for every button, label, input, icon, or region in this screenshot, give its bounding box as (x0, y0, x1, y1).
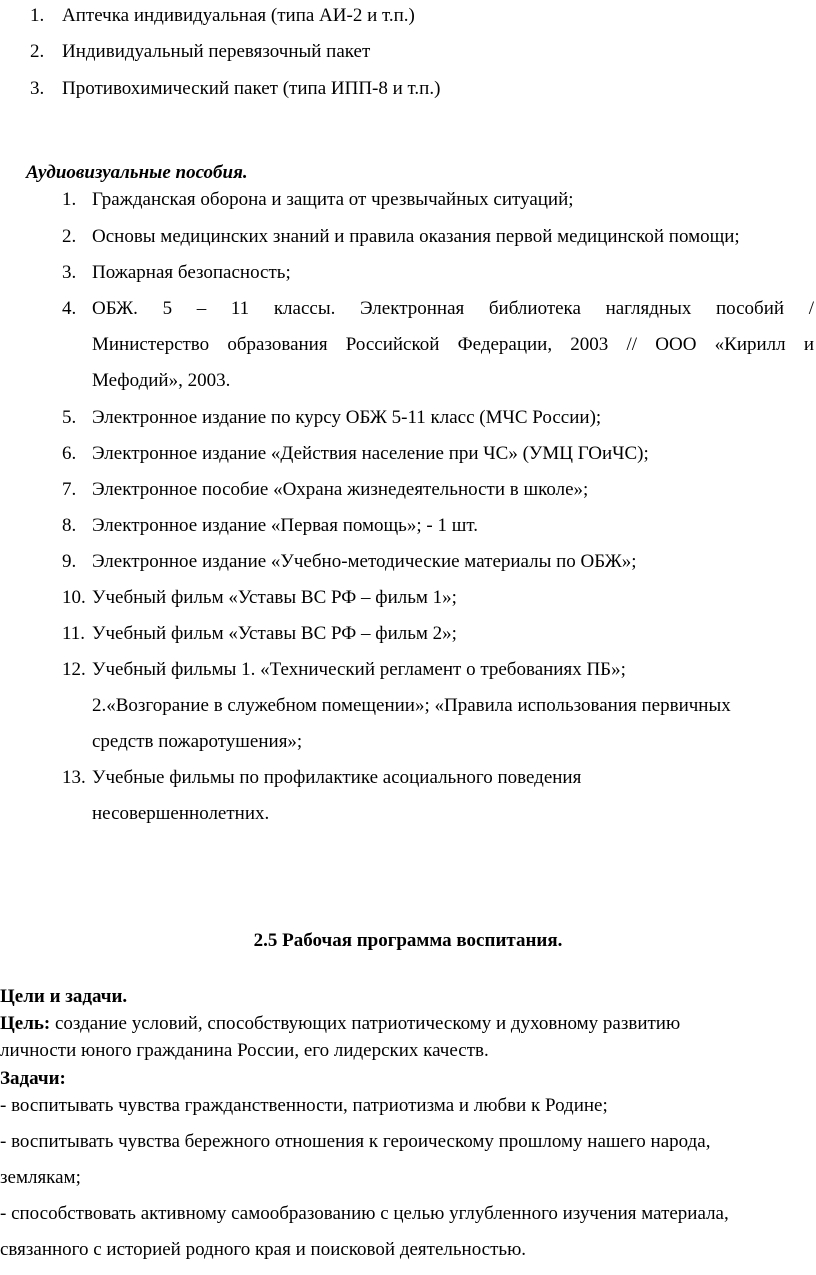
list-item-text: Аптечка индивидуальная (типа АИ-2 и т.п.) (62, 5, 415, 26)
list-item-text: Учебные фильмы по профилактике асоциального поведения (92, 767, 582, 788)
list-item-text: Министерство образования Российской Федерации, 2003 // ООО «Кирилл и (92, 334, 814, 355)
list-number: 3. (62, 262, 77, 283)
list-item-text: несовершеннолетних. (92, 803, 270, 824)
tasks-label: Задачи: (0, 1068, 66, 1089)
list-item-text: Основы медицинских знаний и правила оказания первой медицинской помощи; (92, 226, 740, 247)
list-number: 7. (62, 479, 77, 500)
list-number: 2. (30, 41, 45, 62)
list-number: 13. (62, 767, 86, 788)
list-item-text: Учебный фильм «Уставы ВС РФ – фильм 2»; (92, 623, 457, 644)
list-item-text: Учебный фильм «Уставы ВС РФ – фильм 1»; (92, 587, 457, 608)
list-number: 8. (62, 515, 77, 536)
list-item-text: Электронное издание «Учебно-методические материалы по ОБЖ»; (92, 551, 637, 572)
list-item-text: Гражданская оборона и защита от чрезвычайных ситуаций; (92, 189, 574, 210)
task-item: - способствовать активному самообразованию с целью углубленного изучения материала, (0, 1203, 729, 1224)
list-number: 6. (62, 443, 77, 464)
task-item: - воспитывать чувства гражданственности, патриотизма и любви к Родине; (0, 1095, 608, 1116)
list-item-text: Противохимический пакет (типа ИПП-8 и т.п.) (62, 78, 441, 99)
list-number: 5. (62, 407, 77, 428)
list-number: 4. (62, 298, 77, 319)
list-number: 10. (62, 587, 86, 608)
goal-line (0, 1013, 680, 1035)
list-item-text: Электронное издание по курсу ОБЖ 5-11 класс (МЧС России); (92, 407, 602, 428)
list-item-text: Индивидуальный перевязочный пакет (62, 41, 371, 62)
task-item: - воспитывать чувства бережного отношения к героическому прошлому нашего народа, (0, 1131, 711, 1152)
list-number: 11. (62, 623, 86, 644)
list-item-text: Пожарная безопасность; (92, 262, 291, 283)
goal-label: Цель: (0, 1013, 51, 1034)
list-number: 1. (30, 5, 45, 26)
list-item-text: ОБЖ. 5 – 11 классы. Электронная библиотека наглядных пособий / (92, 298, 814, 319)
list-item-text: 2.«Возгорание в служебном помещении»; «Правила использования первичных (92, 695, 731, 716)
task-item: землякам; (0, 1167, 81, 1188)
list-number: 2. (62, 226, 77, 247)
task-item: связанного с историей родного края и поисковой деятельностью. (0, 1239, 527, 1260)
list-item-text: Электронное издание «Первая помощь»; - 1 шт. (92, 515, 478, 536)
section-title: 2.5 Рабочая программа воспитания. (253, 930, 563, 951)
list-number: 3. (30, 78, 45, 99)
list-number: 1. (62, 189, 77, 210)
list-item-text: Электронное издание «Действия население при ЧС» (УМЦ ГОиЧС); (92, 443, 649, 464)
list-item-text: Мефодий», 2003. (92, 370, 231, 391)
list-number: 12. (62, 659, 86, 680)
goal-text: создание условий, способствующих патриотическому и духовному развитию (50, 1013, 681, 1034)
list-item-text: Электронное пособие «Охрана жизнедеятельности в школе»; (92, 479, 589, 500)
av-heading: Аудиовизуальные пособия. (26, 162, 248, 183)
list-number: 9. (62, 551, 77, 572)
list-item-text: Учебный фильмы 1. «Технический регламент о требованиях ПБ»; (92, 659, 626, 680)
goal-text: личности юного гражданина России, его лидерских качеств. (0, 1040, 489, 1061)
list-item-text: средств пожаротушения»; (92, 731, 303, 752)
goals-heading: Цели и задачи. (0, 986, 128, 1007)
